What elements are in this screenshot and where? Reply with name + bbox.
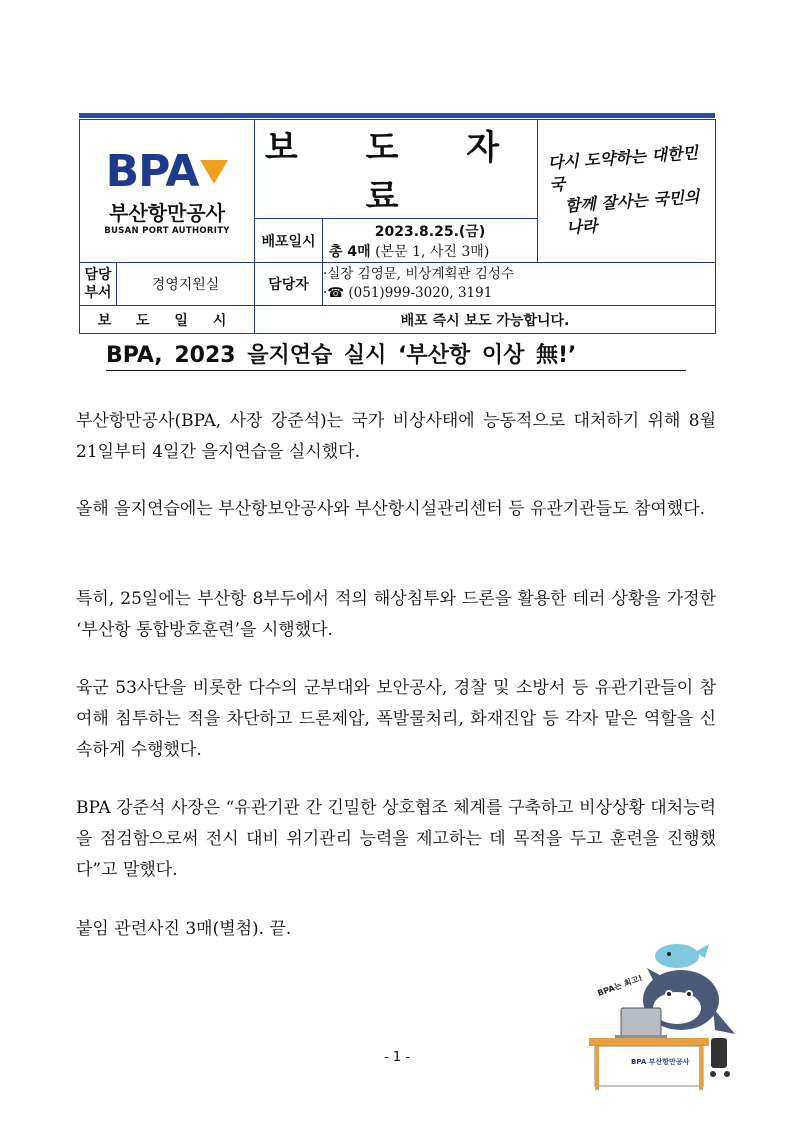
slogan-line-1: 다시 도약하는 대한민국 — [547, 142, 699, 195]
dept-label: 담당 부서 — [80, 263, 117, 305]
contact-info — [323, 263, 716, 306]
bpa-mascot-illustration — [585, 938, 745, 1098]
logo-abbr: BPA — [105, 146, 199, 197]
release-time-label: 보 도 일 시 — [80, 306, 255, 334]
logo-korean-name: 부산항만공사 — [109, 201, 225, 225]
paragraph-6: 붙임 관련사진 3매(별첨). 끝. — [76, 919, 292, 939]
page-count — [323, 241, 537, 261]
dept-row-cell — [80, 263, 255, 306]
release-info-cell — [323, 219, 538, 263]
desk-label: BPA 부산항만공사 — [631, 1058, 690, 1066]
contact-phone: ·☎ (051)999-3020, 3191 — [323, 285, 493, 301]
slogan-line-2: 함께 잘사는 국민의 나라 — [564, 186, 701, 238]
paragraph-5: BPA 강준석 사장은 “유관기관 간 긴밀한 상호협조 체계를 구축하고 비상상황 대처능력을 점검함으로써 전시 대비 위기관리 능력을 제고하는 데 목적을 두고 훈련을 진행했다”고 말했다. — [76, 798, 716, 880]
document-title: 보 도 자 료 — [255, 120, 538, 219]
paragraph-4: 육군 53사단을 비롯한 다수의 군부대와 보안공사, 경찰 및 소방서 등 유관기관들이 참여해 침투하는 적을 차단하고 드론제압, 폭발물처리, 화재진압 등 각자 맡은 역할을 신속하게 수행했다. — [76, 678, 716, 760]
page-count-detail: (본문 1, 사진 3매) — [375, 243, 490, 260]
page-number: - 1 - — [384, 1050, 410, 1065]
press-release-header-table — [79, 119, 716, 334]
dept-name: 경영지원실 — [151, 277, 220, 293]
paragraph-3: 특히, 25일에는 부산항 8부두에서 적의 해상침투와 드론을 활용한 테러 상황을 가정한 ‘부산항 통합방호훈련’을 시행했다. — [76, 589, 716, 640]
slogan-cell — [538, 120, 716, 263]
header-top-bar — [79, 113, 715, 118]
slogan — [535, 141, 718, 241]
bpa-logo — [80, 120, 255, 263]
mascot-speech: BPA는 최고! — [596, 973, 644, 998]
logo-english-name: BUSAN PORT AUTHORITY — [104, 226, 230, 236]
release-date: 2023.8.25.(금) — [374, 223, 486, 240]
contact-label: 담당자 — [255, 263, 323, 306]
page-count-total: 총 4매 — [329, 243, 371, 260]
contact-names: ·실장 김영문, 비상계획관 김성수 — [323, 266, 514, 282]
logo-triangle-icon — [200, 160, 228, 184]
release-date-label: 배포일시 — [255, 219, 323, 263]
paragraph-2: 올해 을지연습에는 부산항보안공사와 부산항시설관리센터 등 유관기관들도 참여했다. — [76, 499, 706, 519]
headline: BPA, 2023 을지연습 실시 ‘부산항 이상 無!’ — [106, 338, 686, 371]
release-time: 배포 즉시 보도 가능합니다. — [255, 306, 716, 334]
paragraph-1: 부산항만공사(BPA, 사장 강준석)는 국가 비상사태에 능동적으로 대처하기 위해 8월 21일부터 4일간 을지연습을 실시했다. — [76, 411, 716, 462]
